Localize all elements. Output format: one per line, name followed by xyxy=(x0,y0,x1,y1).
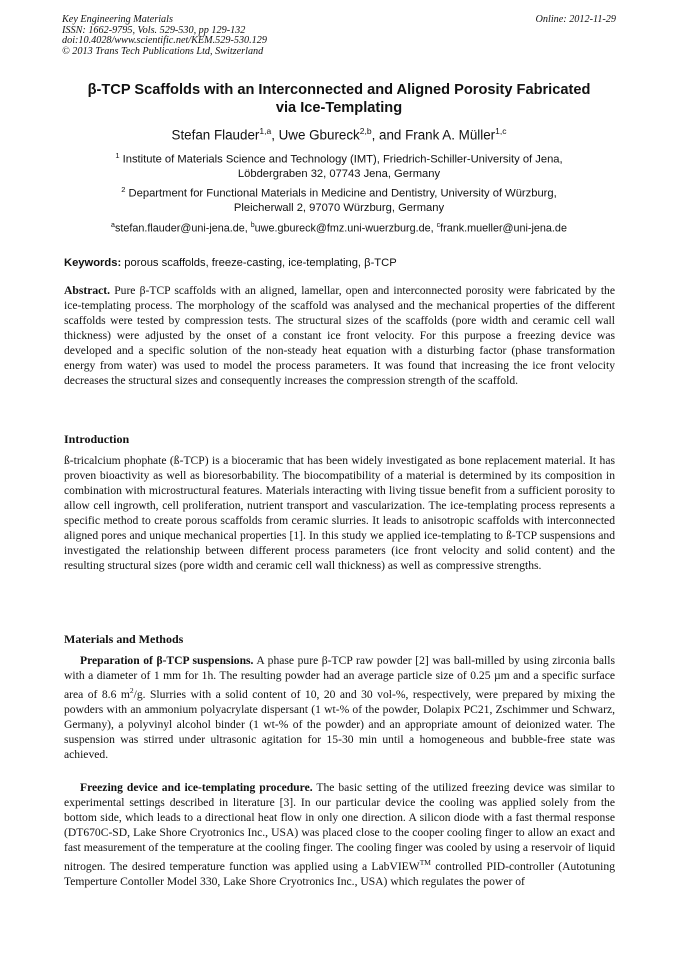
email-marker: b xyxy=(250,222,255,229)
paragraph-text: The basic setting of the utilized freezing device was similar to experimental settings described in literature [3]. In our particular device the cooling was applied solely from the bottom side, which leads to a directional heat flow in only one direction. A silicon diode with a fast thermal response (DT670C-SD, Lake Shore Cryotronics Inc., USA) was placed close to the cooper cooling finger to allow an exact and fast measurement of the temperature at the cooling finger. The cooling finger was cooled by using a reservoir of liquid nitrogen. The desired temperature function was applied using a LabVIEW xyxy=(64,781,615,874)
journal-name: Key Engineering Materials xyxy=(62,14,173,25)
superscript: TM xyxy=(419,858,431,868)
author-superscript: 2,b xyxy=(359,126,372,136)
title-line-1: β-TCP Scaffolds with an Interconnected and Aligned Porosity Fabricated xyxy=(87,82,591,98)
introduction-paragraph: ß-tricalcium phophate (ß-TCP) is a bioceramic that has been widely investigated as bone replacement material. It has proven bioactivity as well as bioresorbability. The biocompatibility of a material is determined by its composition in combination with microstructural features. Materials interacting with living tissue benefit from a sufficient porosity to allow cell ingrowth, cell proliferation, nutrient transport and vascularization. The ice-templating process represents a specific method to create porous scaffolds from ceramic slurries. It leads to anisotropic scaffolds with interconnected aligned pores and unique mechanical properties [1]. In this study we applied ice-templating to ß-TCP suspensions and investigated the relationship between different process parameters (ice front velocity and solid content) and the resulting structural sizes (pore width and ceramic cell wall thickness) as well as compressive strengths. xyxy=(64,454,615,573)
journal-header xyxy=(62,15,616,57)
copyright-line: © 2013 Trans Tech Publications Ltd, Switzerland xyxy=(62,45,264,57)
superscript: 2 xyxy=(129,686,134,696)
paragraph-text: controlled PID-controller (Autotuning Temperture Contoller Model 330, Lake Shore Cryotronics Inc., USA) which regulates the power of xyxy=(64,860,615,889)
paragraph-text: A phase pure β-TCP raw powder [2] was ball-milled by using zirconia balls with a diameter of 1 mm for 1h. The resulting powder had an average particle size of 0.25 µm and a specific surface area of 8.6 m xyxy=(64,654,615,701)
issn-line: ISSN: 1662-9795, Vols. 529-530, pp 129-132 xyxy=(62,24,246,36)
preparation-paragraph xyxy=(64,653,615,762)
affiliation-1 xyxy=(60,149,618,182)
affiliation-text: Institute of Materials Science and Technology (IMT), Friedrich-Schiller-University of Jena, xyxy=(119,153,563,166)
author-list xyxy=(60,123,618,143)
author-superscript: 1,c xyxy=(495,126,507,136)
affiliation-2 xyxy=(60,183,618,216)
email-marker: c xyxy=(436,222,441,229)
affiliation-address: Löbdergraben 32, 07743 Jena, Germany xyxy=(237,168,441,181)
paragraph-lead: Preparation of β-TCP suspensions. xyxy=(80,654,254,667)
affiliation-address: Pleicherwall 2, 97070 Würzburg, Germany xyxy=(233,202,445,215)
author-emails xyxy=(60,219,618,236)
email-link: stefan.flauder@uni-jena.de, xyxy=(114,222,251,235)
keywords-text: porous scaffolds, freeze-casting, ice-templating, β-TCP xyxy=(121,257,397,269)
paragraph-text: /g. Slurries with a solid content of 10, 20 and 30 vol-%, respectively, were prepared by mixing the powders with an ammonium polyacrylate dispersant (1 wt-% of the powder, Dolapix PC21, Zschimmer und Schwarz, Germany), a polyvinyl alcohol binder (1 wt-% of the powder) and an appropriate amount of deionized water. The suspension was stirred under ultrasonic agitation for 15-30 min until a homogeneous and bubble-free state was achieved. xyxy=(64,687,615,762)
paper-title xyxy=(60,81,618,117)
affiliation-text: Department for Functional Materials in Medicine and Dentistry, University of Würzburg, xyxy=(125,187,557,200)
abstract-text: Pure β-TCP scaffolds with an aligned, lamellar, open and interconnected porosity were fabricated by the ice-templating process. The morphology of the scaffold was analysed and the mechanical properties of the different scaffolds were tested by compression tests. The structural sizes of the scaffolds (pore width and ceramic cell wall thickness) were adjusted by the onset of a constant ice front velocity. For this purpose a freezing device was developed and a specific solution of the non-steady heat equation with a disturbing factor (phase transformation energy from water) was used to model the process parameters. It was found that increasing the ice front velocity decreases the structural sizes and consequently increases the compression strength of the scaffold. xyxy=(64,284,615,388)
freezing-paragraph xyxy=(64,780,615,889)
author-name: Stefan Flauder xyxy=(171,127,260,143)
affiliation-number: 1 xyxy=(115,151,120,160)
author-name: , and Frank A. Müller xyxy=(371,127,496,143)
keywords xyxy=(64,256,616,270)
paragraph-lead: Freezing device and ice-templating procedure. xyxy=(80,781,313,794)
email-link: frank.mueller@uni-jena.de xyxy=(440,222,567,235)
doi-line: doi:10.4028/www.scientific.net/KEM.529-530.129 xyxy=(62,35,267,47)
abstract xyxy=(64,283,615,388)
email-link: uwe.gbureck@fmz.uni-wuerzburg.de, xyxy=(254,222,437,235)
keywords-label: Keywords: xyxy=(64,257,122,269)
author-superscript: 1,a xyxy=(259,126,272,136)
section-heading-introduction: Introduction xyxy=(64,432,130,446)
online-date: Online: 2012-11-29 xyxy=(535,14,616,25)
affiliation-number: 2 xyxy=(121,185,126,194)
title-line-2: via Ice-Templating xyxy=(275,100,403,116)
section-heading-methods: Materials and Methods xyxy=(64,632,184,646)
email-marker: a xyxy=(111,222,115,229)
abstract-label: Abstract. xyxy=(64,284,111,297)
author-name: , Uwe Gbureck xyxy=(271,127,360,143)
